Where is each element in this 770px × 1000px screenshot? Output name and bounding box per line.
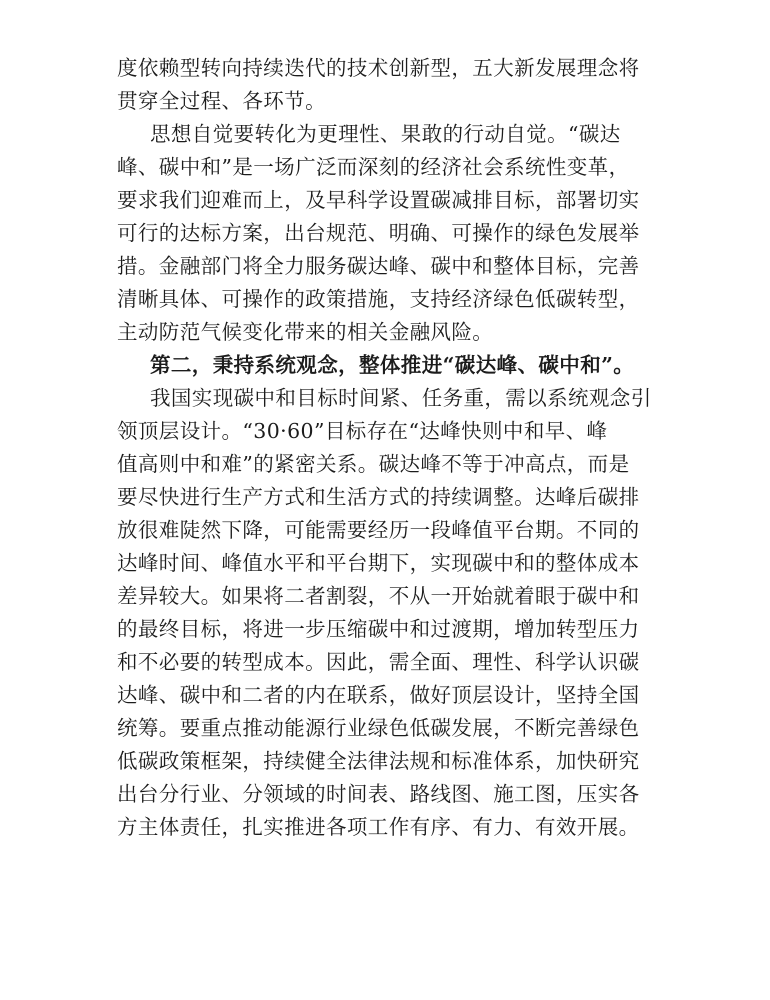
paragraph-line: 低碳政策框架，持续健全法律法规和标准体系，加快研究 <box>117 749 640 773</box>
paragraph-line: 主动防范气候变化带来的相关金融风险。 <box>117 320 494 344</box>
paragraph-line: 峰、碳中和”是一场广泛而深刻的经济社会系统性变革， <box>117 155 630 179</box>
paragraph-line: 清晰具体、可操作的政策措施，支持经济绿色低碳转型， <box>117 287 640 311</box>
paragraph-line: 思想自觉要转化为更理性、果敢的行动自觉。“碳达 <box>150 122 621 146</box>
paragraph-line: 和不必要的转型成本。因此，需全面、理性、科学认识碳 <box>117 650 640 674</box>
paragraph-line: 措。金融部门将全力服务碳达峰、碳中和整体目标，完善 <box>117 254 640 278</box>
paragraph-line: 差异较大。如果将二者割裂，不从一开始就着眼于碳中和 <box>117 584 640 608</box>
paragraph-line: 出台分行业、分领域的时间表、路线图、施工图，压实各 <box>117 782 640 806</box>
paragraph-line: 的最终目标，将进一步压缩碳中和过渡期，增加转型压力 <box>117 617 640 641</box>
paragraph-line: 度依赖型转向持续迭代的技术创新型，五大新发展理念将 <box>117 56 640 80</box>
paragraph-line: 要尽快进行生产方式和生活方式的持续调整。达峰后碳排 <box>117 485 640 509</box>
paragraph-line: 达峰时间、峰值水平和平台期下，实现碳中和的整体成本 <box>117 551 640 575</box>
paragraph-line: 可行的达标方案，出台规范、明确、可操作的绿色发展举 <box>117 221 640 245</box>
document-body <box>117 52 652 844</box>
section-heading: 第二，秉持系统观念，整体推进“碳达峰、碳中和”。 <box>150 353 635 377</box>
paragraph-line: 值高则中和难”的紧密关系。碳达峰不等于冲高点，而是 <box>117 452 630 476</box>
paragraph-line: 要求我们迎难而上，及早科学设置碳减排目标，部署切实 <box>117 188 640 212</box>
paragraph-line: 方主体责任，扎实推进各项工作有序、有力、有效开展。 <box>117 815 640 839</box>
paragraph-line: 领顶层设计。“30·60”目标存在“达峰快则中和早、峰 <box>117 419 608 443</box>
paragraph-line: 放很难陡然下降，可能需要经历一段峰值平台期。不同的 <box>117 518 640 542</box>
paragraph-line: 我国实现碳中和目标时间紧、任务重，需以系统观念引 <box>150 386 652 410</box>
paragraph-line: 贯穿全过程、各环节。 <box>117 89 326 113</box>
paragraph-line: 达峰、碳中和二者的内在联系，做好顶层设计，坚持全国 <box>117 683 640 707</box>
paragraph-line: 统筹。要重点推动能源行业绿色低碳发展，不断完善绿色 <box>117 716 640 740</box>
